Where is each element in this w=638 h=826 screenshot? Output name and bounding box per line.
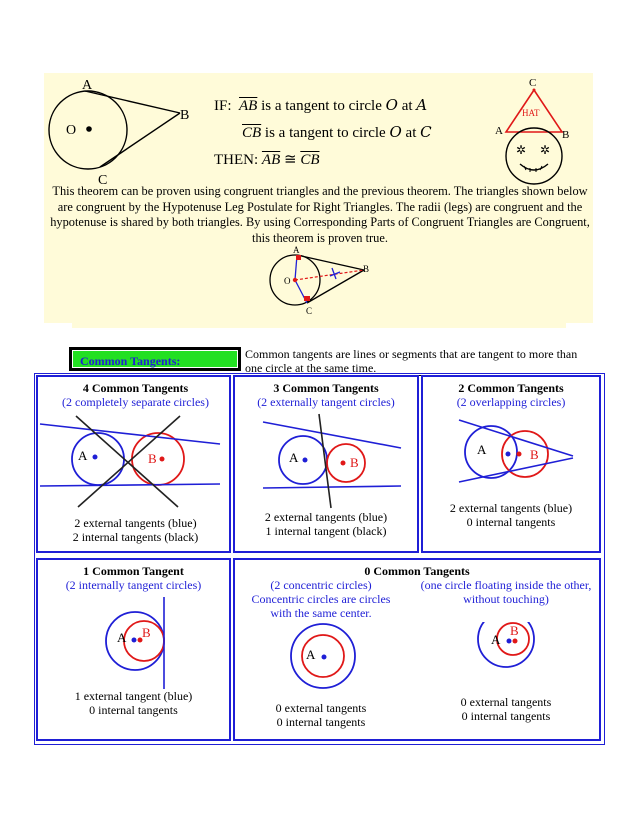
- one-label-b: B: [142, 625, 151, 640]
- cell-one-tangent: [36, 558, 231, 741]
- then-seg-cb: $\overline{CB}$: [300, 152, 320, 168]
- proof-label-c: C: [306, 306, 313, 316]
- four-title: 4 Common Tangents: [82, 381, 189, 395]
- proof-figure: [260, 246, 380, 318]
- hat-word: HAT: [522, 108, 540, 118]
- one-subtitle: (2 internally tangent circles): [65, 578, 202, 592]
- seg-ab: $\overline{AB}$: [239, 98, 258, 114]
- left-eye-icon: ✲: [516, 143, 527, 157]
- proof-label-o: O: [284, 276, 291, 286]
- if-statement: [214, 96, 427, 115]
- zero-right-note-2: 0 internal tangents: [461, 709, 551, 723]
- fig-label-a: A: [82, 78, 93, 93]
- hat-label-b: B: [562, 129, 570, 141]
- then-seg-ab: $\overline{AB}$: [261, 152, 281, 168]
- common-tangents-label: Common Tangents:: [70, 348, 240, 370]
- cell-zero-tangents: [233, 558, 601, 741]
- zero-right-note: [413, 695, 599, 723]
- definition-line-1: Common tangents are lines or segments that are tangent to more than: [245, 347, 578, 361]
- four-subtitle: (2 completely separate circles): [62, 395, 209, 409]
- right-eye-icon: ✲: [540, 143, 551, 157]
- zero-left-label-a: A: [306, 647, 316, 662]
- three-subtitle: (2 externally tangent circles): [257, 395, 395, 409]
- one-note: [38, 689, 229, 717]
- definition-line-2: one circle at the same time.: [245, 361, 377, 375]
- fig-label-c: C: [98, 173, 108, 186]
- point-c: C: [420, 123, 432, 141]
- zero-left-sub-1: (2 concentric circles): [270, 578, 372, 592]
- zero-left-subtitle: [235, 578, 407, 620]
- zero-right-sub-1: (one circle floating inside the other,: [420, 578, 592, 592]
- zero-left-note-2: 0 internal tangents: [276, 715, 366, 729]
- four-tangents-diagram: [38, 412, 229, 512]
- three-title: 3 Common Tangents: [273, 381, 379, 395]
- two-label-b: B: [530, 447, 539, 462]
- zero-left-note-1: 0 external tangents: [275, 701, 367, 715]
- three-tangents-diagram: [235, 412, 417, 512]
- circle-o-2: O: [389, 123, 402, 141]
- two-label-a: A: [477, 442, 487, 457]
- four-label-b: B: [148, 451, 157, 466]
- two-note: [423, 501, 599, 529]
- three-note-1: 2 external tangents (blue): [264, 510, 388, 524]
- cell-four-tangents: [36, 375, 231, 553]
- if-line1-text: is a tangent to circle: [261, 98, 382, 114]
- zero-left-sub-2: Concentric circles are circles: [251, 592, 391, 606]
- zero-right-sub-2: without touching): [463, 592, 549, 606]
- tangent-figure: [40, 76, 200, 186]
- four-note-2: 2 internal tangents (black): [72, 530, 199, 544]
- two-tangents-diagram: [423, 412, 599, 502]
- theorem-explanation: This theorem can be proven using congruent triangles and the previous theorem. The triangles shown below are congruent by the Hypotenuse Leg Postulate for Right Triangles. The radii (legs) are congruent and the hypotenuse is shared by both triangles. By using Corresponding Parts of Congruent Triangles are Congruent, this theorem is proven true.: [50, 184, 590, 245]
- proof-label-b: B: [363, 264, 370, 274]
- congruent-symbol: ≅: [284, 152, 297, 168]
- proof-label-a: A: [293, 246, 300, 255]
- zero-title: 0 Common Tangents: [364, 564, 470, 578]
- zero-right-subtitle: [413, 578, 599, 606]
- four-note-1: 2 external tangents (blue): [74, 516, 197, 530]
- one-note-1: 1 external tangent (blue): [74, 689, 193, 703]
- one-note-2: 0 internal tangents: [89, 703, 178, 717]
- at-word: at: [401, 98, 413, 114]
- if-label: IF:: [214, 98, 232, 114]
- theorem-panel-strip: [72, 318, 566, 328]
- point-a: A: [416, 96, 428, 114]
- cell-three-tangents: [233, 375, 419, 553]
- circle-o: O: [385, 96, 398, 114]
- at-word-2: at: [405, 125, 417, 141]
- if-statement-line2: [242, 123, 432, 142]
- seg-cb: $\overline{CB}$: [242, 125, 262, 141]
- one-tangent-diagram: [38, 595, 229, 690]
- then-statement: [214, 150, 320, 169]
- four-label-a: A: [78, 448, 88, 463]
- one-label-a: A: [117, 630, 127, 645]
- common-tangents-definition: [245, 347, 577, 375]
- fig-label-o: O: [66, 123, 77, 138]
- zero-left-note: [235, 701, 407, 729]
- hat-label-c: C: [529, 77, 537, 89]
- fig-label-b: B: [180, 108, 190, 123]
- one-title: 1 Common Tangent: [83, 564, 184, 578]
- three-label-a: A: [289, 450, 299, 465]
- two-note-2: 0 internal tangents: [466, 515, 556, 529]
- hat-label-a: A: [495, 125, 503, 137]
- three-label-b: B: [350, 455, 359, 470]
- cell-two-tangents: [421, 375, 601, 553]
- if-line2-text: is a tangent to circle: [264, 125, 386, 141]
- zero-right-label-b: B: [510, 623, 519, 638]
- zero-tangents-diagram: [235, 622, 599, 694]
- two-subtitle: (2 overlapping circles): [456, 395, 566, 409]
- zero-right-label-a: A: [491, 632, 501, 647]
- zero-left-sub-3: with the same center.: [270, 606, 372, 620]
- then-label: THEN:: [214, 152, 259, 168]
- three-note: [235, 510, 417, 538]
- hat-face-figure: [490, 76, 580, 188]
- two-title: 2 Common Tangents: [458, 381, 564, 395]
- zero-right-note-1: 0 external tangents: [460, 695, 552, 709]
- two-note-1: 2 external tangents (blue): [449, 501, 573, 515]
- four-note: [38, 516, 233, 544]
- three-note-2: 1 internal tangent (black): [265, 524, 387, 538]
